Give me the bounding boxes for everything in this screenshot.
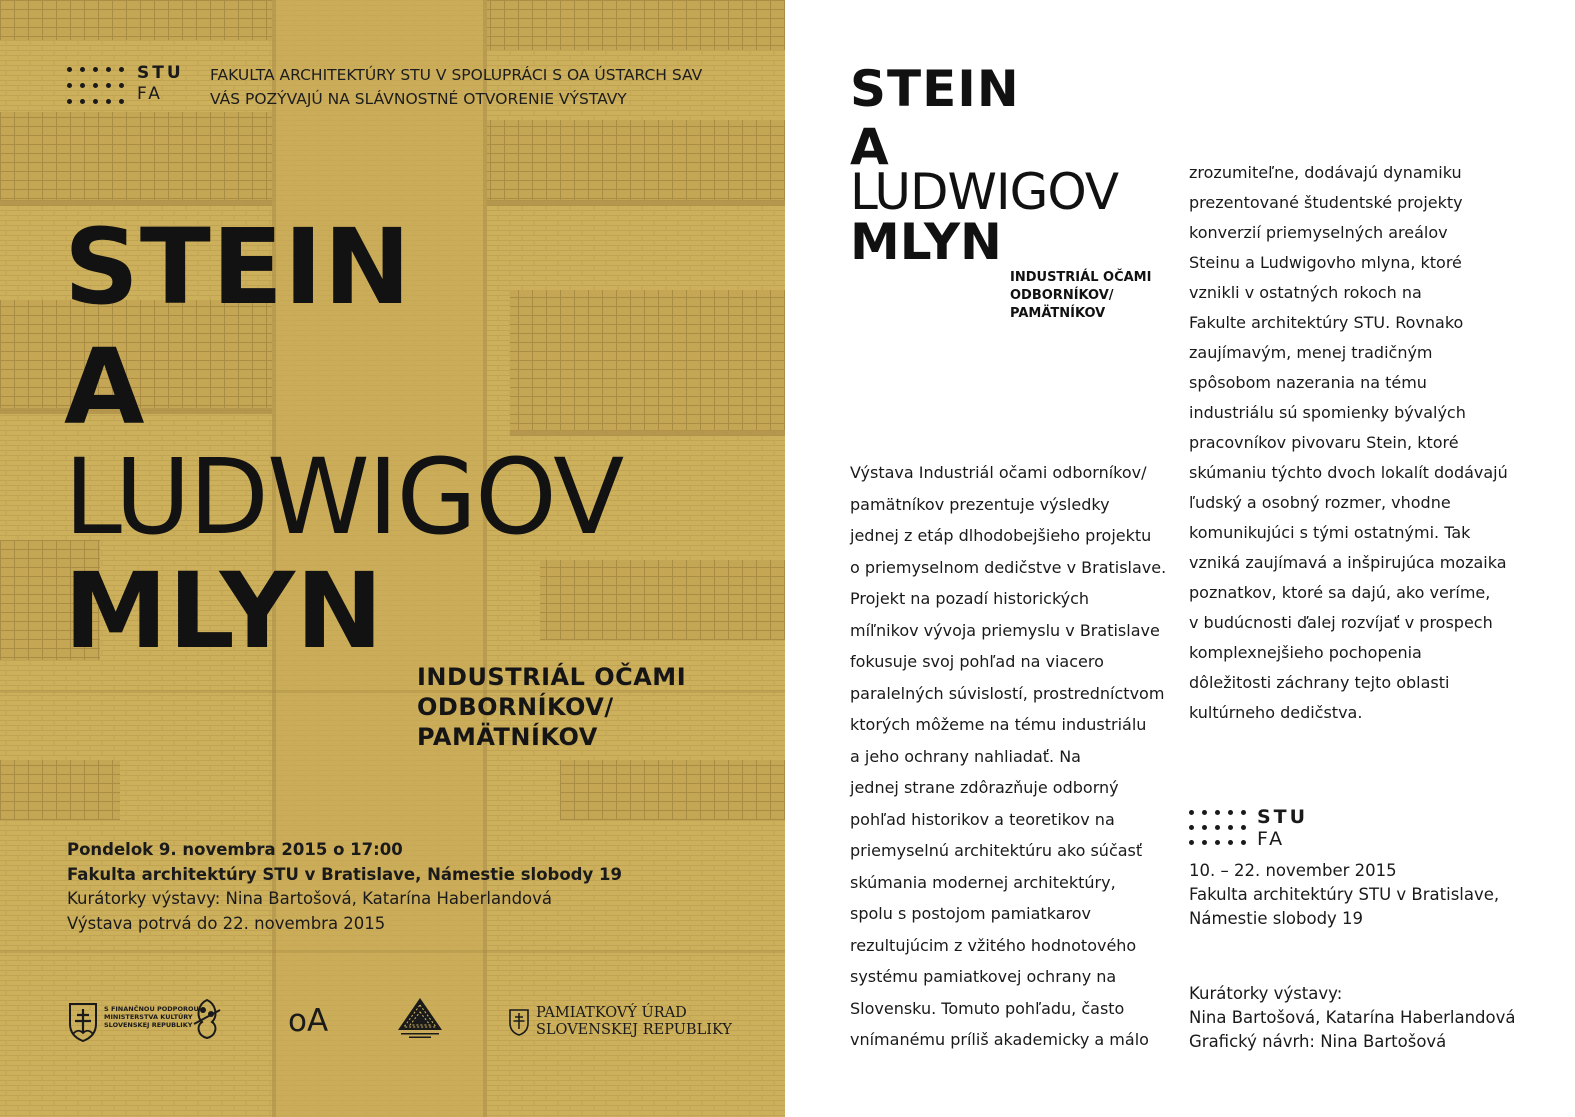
cover-panel (0, 0, 785, 1117)
body-line: pamätníkov prezentuje výsledky (850, 494, 1110, 514)
exhibition-info (1189, 859, 1499, 931)
invitation-line: VÁS POZÝVAJÚ NA SLÁVNOSTNÉ OTVORENIE VÝSTAVY (210, 90, 627, 108)
subtitle-line: ODBORNÍKOV/ (417, 693, 614, 721)
event-details (67, 838, 622, 936)
title-mlyn: MLYN (64, 550, 384, 672)
body-line: míľnikov vývoja priemyslu v Bratislave (850, 620, 1160, 640)
info-venue: Fakulta architektúry STU v Bratislave, (1189, 885, 1500, 904)
event-curators: Kurátorky výstavy: Nina Bartošová, Katarína Haberlandová (67, 889, 553, 908)
event-place: Fakulta architektúry STU v Bratislave, Námestie slobody 19 (67, 864, 622, 884)
right-title-a: A (850, 118, 889, 176)
body-column-1 (850, 457, 1166, 1056)
logo-fa: FA (1257, 828, 1286, 850)
credits (1189, 982, 1516, 1054)
right-subtitle-line: ODBORNÍKOV/ (1010, 288, 1114, 303)
body-line: industriálu sú spomienky bývalých (1189, 403, 1466, 422)
subtitle-line: INDUSTRIÁL OČAMI (417, 663, 687, 691)
right-stufa-logo (1189, 806, 1319, 850)
body-line: Slovensku. Tomuto pohľadu, často (850, 998, 1125, 1018)
body-line: kultúrneho dedičstva. (1189, 703, 1363, 722)
body-line: v budúcnosti ďalej rozvíjať v prospech (1189, 613, 1493, 632)
body-line: vznikli v ostatných rokoch na (1189, 283, 1422, 302)
body-line: konverzií priemyselných areálov (1189, 223, 1448, 242)
body-line: a jeho ochrany nahliadať. Na (850, 746, 1081, 766)
body-line: vnímanému príliš akademicky a málo (850, 1030, 1149, 1049)
monuments-line: SLOVENSKEJ REPUBLIKY (536, 1022, 732, 1038)
title-a: A (64, 326, 146, 448)
body-line: Projekt na pozadí historických (850, 589, 1090, 608)
right-title-mlyn: MLYN (850, 213, 1002, 271)
ministry-text (104, 1005, 199, 1029)
right-title-stein: STEIN (850, 60, 1020, 118)
monuments-board-emblem-icon (508, 1008, 530, 1036)
monuments-line: PAMIATKOVÝ ÚRAD (536, 1005, 687, 1021)
body-line: skúmania modernej architektúry, (850, 872, 1116, 892)
right-subtitle-line: INDUSTRIÁL OČAMI (1010, 270, 1152, 285)
ministry-culture-icon (190, 996, 224, 1040)
body-line: prezentované študentské projekty (1189, 193, 1463, 212)
logo-fa: FA (137, 84, 163, 104)
body-line: skúmaniu týchto dvoch lokalít dodávajú (1189, 463, 1508, 482)
body-line: fokusuje svoj pohľad na viacero (850, 652, 1104, 671)
body-line: komunikujúci s tými ostatnými. Tak (1189, 523, 1471, 542)
title-ludwigov: LUDWIGOV (64, 436, 623, 558)
subtitle-line: PAMÄTNÍKOV (417, 723, 598, 751)
logo-stu: STU (137, 63, 184, 83)
body-line: pohľad historikov a teoretikov na (850, 809, 1115, 829)
right-subtitle (1010, 269, 1151, 323)
body-line: paralelných súvislostí, prostredníctvom (850, 683, 1165, 703)
body-line: Výstava Industriál očami odborníkov/ (850, 463, 1147, 482)
invitation-line: FAKULTA ARCHITEKTÚRY STU V SPOLUPRÁCI S OA ÚSTARCH SAV (210, 66, 703, 84)
stufa-logo (67, 63, 184, 107)
monuments-board-text (536, 1005, 732, 1039)
slovak-coat-of-arms-icon (68, 1002, 98, 1042)
body-line: ktorých môžeme na tému industriálu (850, 715, 1147, 734)
logo-stu: STU (1257, 806, 1309, 828)
title-stein: STEIN (64, 206, 412, 328)
body-line: ľudský a osobný rozmer, vhodne (1189, 493, 1451, 512)
body-line: o priemyselnom dedičstve v Bratislave. (850, 557, 1167, 577)
body-column-2 (1189, 158, 1508, 728)
body-line: zaujímavým, menej tradičným (1189, 343, 1433, 362)
ministry-line: MINISTERSTVA KULTÚRY (104, 1013, 193, 1021)
body-line: jednej z etáp dlhodobejšieho projektu (850, 526, 1152, 545)
body-line: komplexnejšieho pochopenia (1189, 643, 1422, 662)
right-subtitle-line: PAMÄTNÍKOV (1010, 306, 1106, 321)
info-dates: 10. – 22. november 2015 (1189, 861, 1397, 880)
body-line: dôležitosti záchrany tejto oblasti (1189, 673, 1450, 692)
event-duration: Výstava potrvá do 22. novembra 2015 (67, 913, 386, 933)
body-line: Steinu a Ludwigovho mlyna, ktoré (1189, 253, 1462, 272)
body-line: systému pamiatkovej ochrany na (850, 967, 1117, 986)
body-line: spôsobom nazerania na tému (1189, 373, 1427, 392)
right-title-ludwigov: LUDWIGOV (850, 163, 1119, 221)
credits-design: Grafický návrh: Nina Bartošová (1189, 1032, 1447, 1051)
body-line: jednej strane zdôrazňuje odborný (850, 778, 1119, 797)
body-line: spolu s postojom pamiatkarov (850, 904, 1091, 923)
credits-curators-label: Kurátorky výstavy: (1189, 984, 1343, 1003)
ministry-line: SLOVENSKEJ REPUBLIKY (104, 1021, 193, 1029)
invitation-text (210, 63, 702, 111)
body-line: poznatkov, ktoré sa dajú, ako veríme, (1189, 583, 1491, 602)
oa-logo: oA (288, 1003, 329, 1039)
body-line: vzniká zaujímavá a inšpirujúca mozaika (1189, 553, 1507, 572)
subtitle (417, 662, 686, 752)
credits-curators: Nina Bartošová, Katarína Haberlandová (1189, 1008, 1516, 1027)
body-line: Fakulte architektúry STU. Rovnako (1189, 313, 1464, 332)
body-line: pracovníkov pivovaru Stein, ktoré (1189, 433, 1459, 452)
info-venue: Námestie slobody 19 (1189, 909, 1364, 928)
ministry-line: S FINANČNOU PODPOROU (104, 1005, 199, 1013)
event-date: Pondelok 9. novembra 2015 o 17:00 (67, 840, 403, 859)
body-line: zrozumiteľne, dodávajú dynamiku (1189, 163, 1462, 182)
body-line: rezultujúcim z vžitého hodnotového (850, 935, 1137, 955)
body-line: priemyselnú architektúru ako súčasť (850, 841, 1143, 860)
institute-pyramid-icon (395, 996, 445, 1040)
